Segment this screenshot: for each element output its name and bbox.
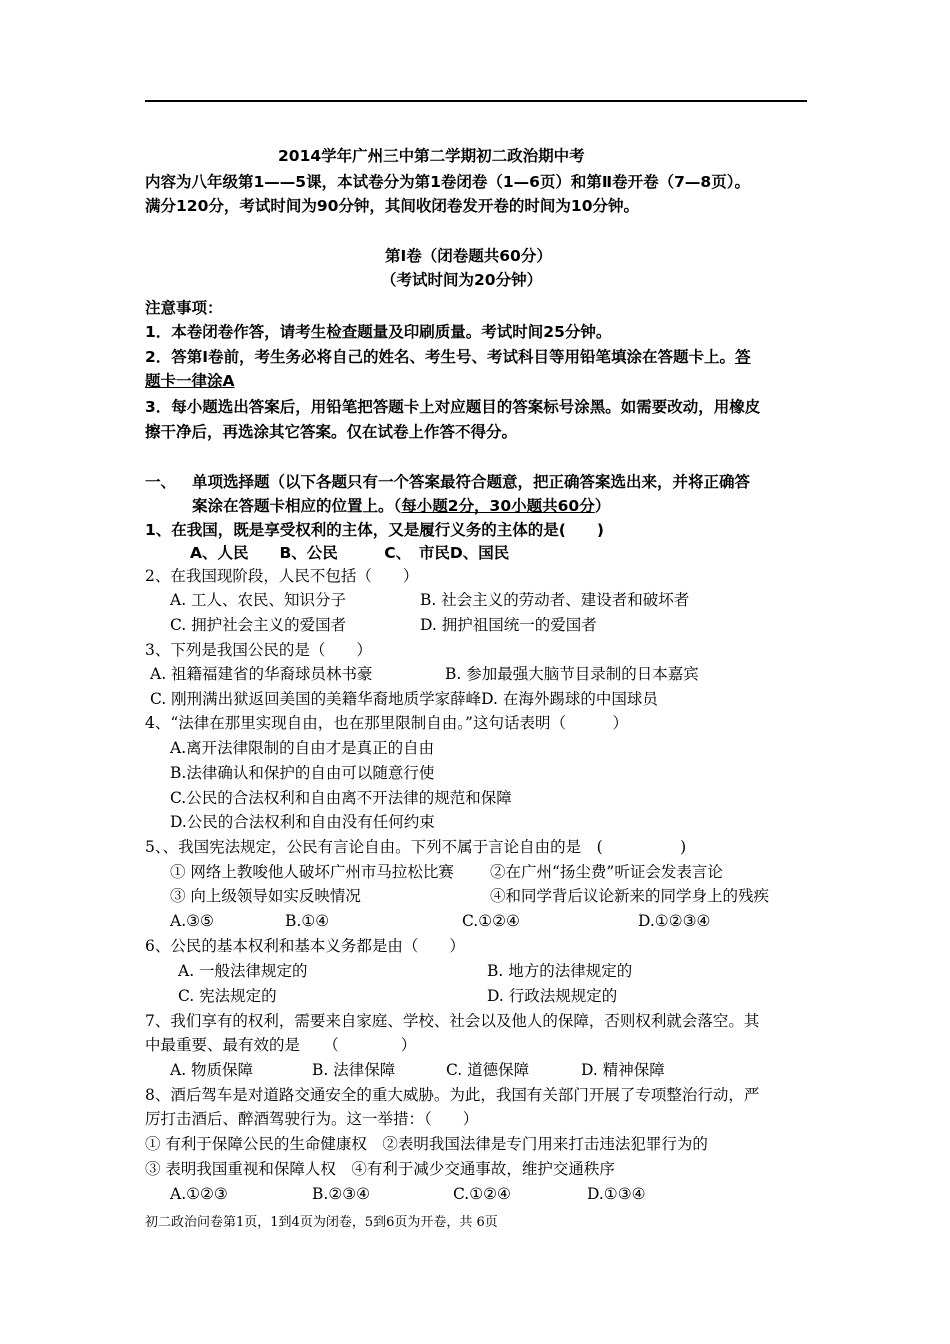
- question-7-option-c: C. 道德保障: [446, 1061, 530, 1079]
- question-6-option-c: C. 宪法规定的: [178, 987, 277, 1005]
- question-3: 3、下列是我国公民的是（ ）: [145, 641, 372, 659]
- question-3-option-a: A. 祖籍福建省的华裔球员林书豪: [150, 665, 373, 683]
- question-6-option-b: B. 地方的法律规定的: [487, 962, 633, 980]
- question-8-option-b: B.②③④: [312, 1185, 371, 1203]
- question-7-line-2: 中最重要、最有效的是 （ ）: [145, 1036, 417, 1054]
- question-8-option-d: D.①③④: [587, 1185, 646, 1203]
- header-rule: [145, 100, 807, 102]
- question-5-option-c: C.①②④: [462, 912, 520, 930]
- note-2: [145, 347, 751, 367]
- question-6-option-a: A. 一般法律规定的: [178, 962, 308, 980]
- question-8-option-a: A.①②③: [170, 1185, 228, 1203]
- question-7-line-1: 7、我们享有的权利，需要来自家庭、学校、社会以及他人的保障，否则权利就会落空。其: [145, 1012, 760, 1030]
- part-number: 一、: [145, 473, 177, 491]
- question-1-options: A、人民 B、公民 C、 市民D、国民: [190, 544, 510, 562]
- question-5: 5、、我国宪法规定，公民有言论自由。下列不属于言论自由的是 ( ): [145, 838, 687, 856]
- question-8-line-2: 厉打击酒后、醉酒驾驶行为。这一举措：（ ）: [145, 1110, 479, 1128]
- question-6-option-d: D. 行政法规规定的: [487, 987, 618, 1005]
- question-1: 1、在我国，既是享受权利的主体，又是履行义务的主体的是( ): [145, 521, 604, 539]
- intro-line-2: 满分120分，考试时间为90分钟，其间收闭卷发开卷的时间为10分钟。: [145, 197, 639, 215]
- part-score-info: 每小题2分，30小题共60分: [401, 497, 595, 515]
- part-instructions-text: 案涂在答题卡相应的位置上。（: [192, 497, 402, 515]
- part-instructions-2: [192, 496, 610, 516]
- question-4-option-d: D.公民的合法权利和自由没有任何约束: [170, 813, 435, 831]
- question-4-option-c: C.公民的合法权利和自由离不开法律的规范和保障: [170, 789, 512, 807]
- question-7-option-b: B. 法律保障: [312, 1061, 396, 1079]
- question-8-items-1: ① 有利于保障公民的生命健康权 ②表明我国法律是专门用来打击违法犯罪行为的: [145, 1135, 708, 1153]
- intro-line-1: 内容为八年级第1——5课，本试卷分为第1卷闭卷（1—6页）和第Ⅱ卷开卷（7—8页）。: [145, 173, 750, 191]
- question-5-item-3: ③ 向上级领导如实反映情况: [170, 887, 361, 905]
- question-5-item-4: ④和同学背后议论新来的同学身上的残疾: [490, 887, 770, 905]
- question-3-options-cd: C. 刚刑满出狱返回美国的美籍华裔地质学家薛峰D. 在海外踢球的中国球员: [150, 690, 658, 708]
- question-3-option-b: B. 参加最强大脑节目录制的日本嘉宾: [445, 665, 699, 683]
- question-5-option-d: D.①②③④: [638, 912, 711, 930]
- question-2-option-b: B. 社会主义的劳动者、建设者和破坏者: [420, 591, 690, 609]
- note-3: 3．每小题选出答案后，用铅笔把答题卡上对应题目的答案标号涂黑。如需要改动，用橡皮: [145, 398, 761, 416]
- note-2-continued: 题卡一律涂A: [145, 372, 235, 390]
- part-close-paren: ）: [594, 497, 611, 515]
- question-2: 2、在我国现阶段，人民不包括（ ）: [145, 567, 419, 585]
- section-subtitle: （考试时间为20分钟）: [381, 271, 543, 289]
- question-8-option-c: C.①②④: [453, 1185, 511, 1203]
- note-3-continued: 擦干净后，再选涂其它答案。仅在试卷上作答不得分。: [145, 423, 518, 441]
- question-5-option-a: A.③⑤: [170, 912, 214, 930]
- question-5-item-2: ②在广州“扬尘费”听证会发表言论: [490, 863, 723, 881]
- notes-heading: 注意事项：: [145, 299, 223, 317]
- question-2-option-d: D. 拥护祖国统一的爱国者: [420, 616, 597, 634]
- question-2-option-a: A. 工人、农民、知识分子: [170, 591, 347, 609]
- question-4-option-b: B.法律确认和保护的自由可以随意行使: [170, 764, 435, 782]
- question-5-item-1: ① 网络上教唆他人破坏广州市马拉松比赛: [170, 863, 454, 881]
- note-2-underlined: 答: [735, 348, 751, 366]
- note-1: 1．本卷闭卷作答，请考生检查题量及印刷质量。考试时间25分钟。: [145, 323, 612, 341]
- question-8-line-1: 8、酒后驾车是对道路交通安全的重大威胁。为此，我国有关部门开展了专项整治行动，严: [145, 1086, 760, 1104]
- section-title: 第I卷（闭卷题共60分）: [385, 247, 552, 265]
- part-instructions-1: 单项选择题（以下各题只有一个答案最符合题意，把正确答案选出来，并将正确答: [192, 473, 751, 491]
- question-6: 6、公民的基本权利和基本义务都是由（ ）: [145, 937, 465, 955]
- question-7-option-d: D. 精神保障: [581, 1061, 665, 1079]
- question-2-option-c: C. 拥护社会主义的爱国者: [170, 616, 347, 634]
- question-7-option-a: A. 物质保障: [170, 1061, 254, 1079]
- question-4: 4、“法律在那里实现自由，也在那里限制自由。”这句话表明（ ）: [145, 714, 628, 732]
- question-5-option-b: B.①④: [285, 912, 330, 930]
- page-footer: 初二政治问卷第1页，1到4页为闭卷，5到6页为开卷，共 6页: [145, 1215, 498, 1230]
- question-8-items-2: ③ 表明我国重视和保障人权 ④有利于减少交通事故，维护交通秩序: [145, 1160, 615, 1178]
- note-2-text: 2．答第I卷前，考生务必将自己的姓名、考生号、考试科目等用铅笔填涂在答题卡上。: [145, 348, 736, 366]
- question-4-option-a: A.离开法律限制的自由才是真正的自由: [170, 739, 435, 757]
- exam-title: 2014学年广州三中第二学期初二政治期中考: [278, 147, 585, 165]
